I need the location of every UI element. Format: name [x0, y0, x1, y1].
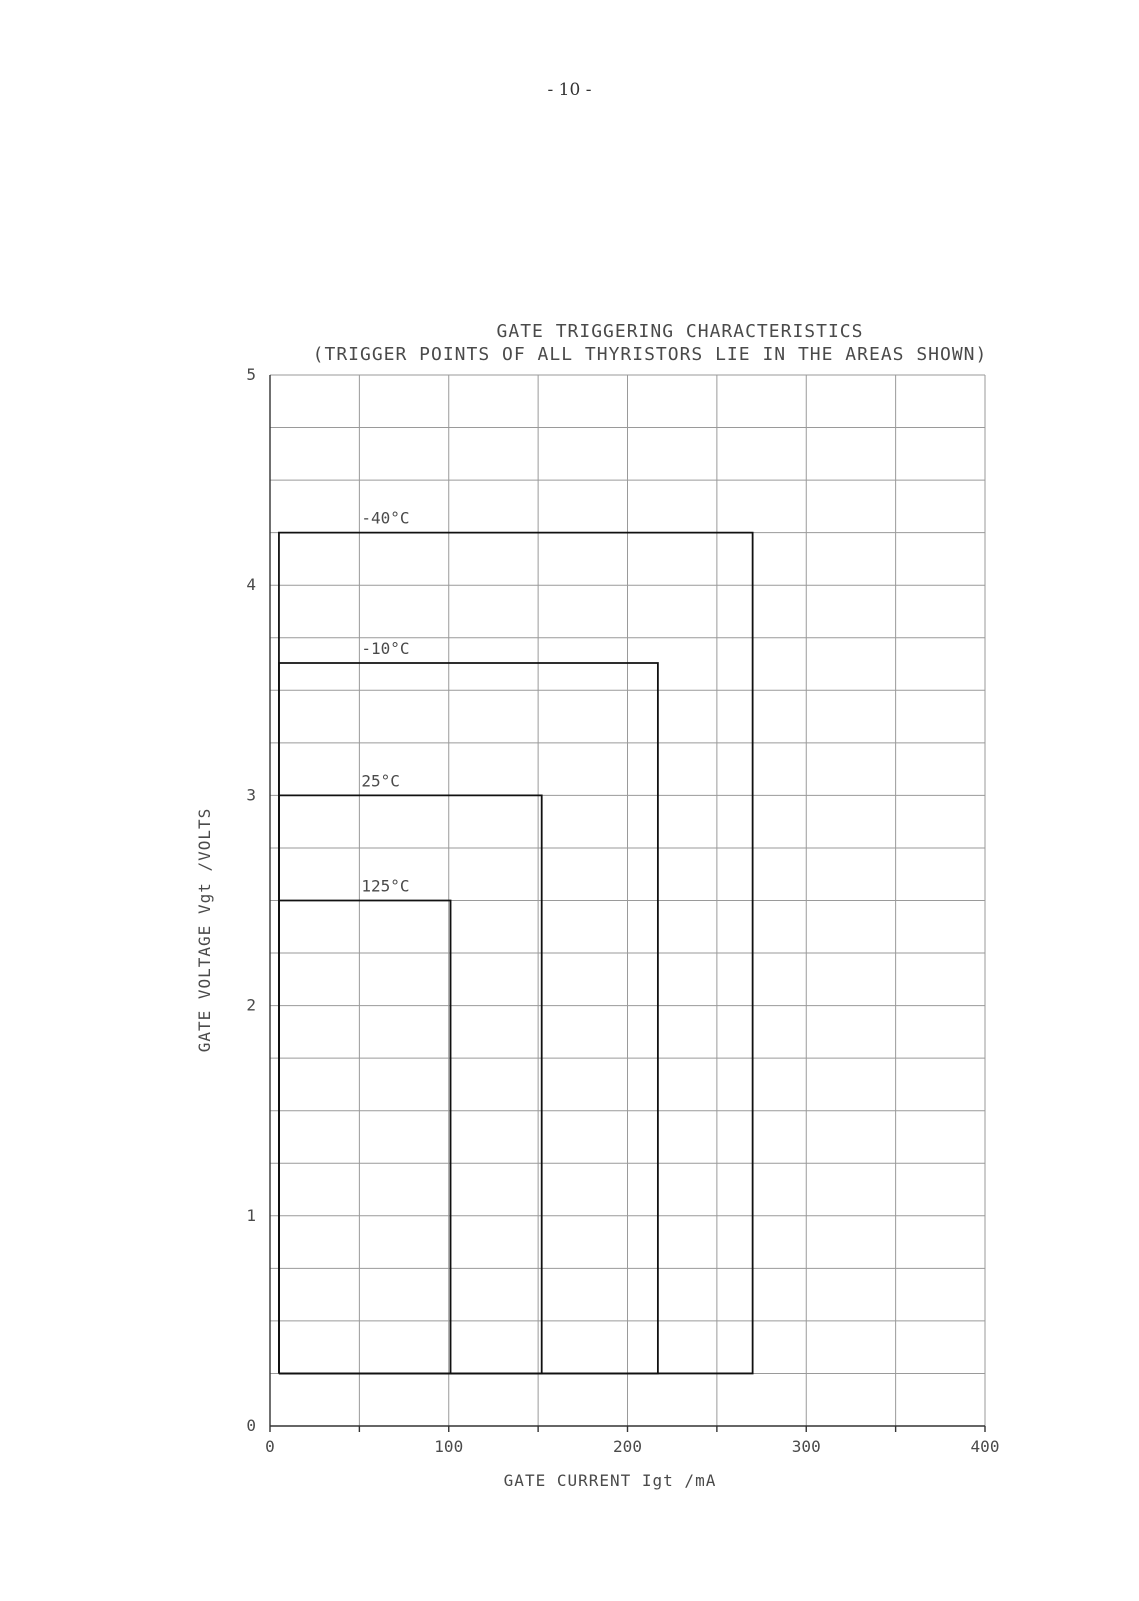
page-number: - 10 -	[547, 80, 592, 100]
x-axis-label: GATE CURRENT Igt /mA	[503, 1471, 717, 1490]
x-tick-label: 300	[791, 1437, 821, 1456]
y-tick-label: 0	[246, 1416, 256, 1435]
region-label-3: 125°C	[361, 876, 410, 896]
region-label-0: -40°C	[361, 508, 410, 528]
trigger-region-boundary-2	[279, 795, 542, 1373]
x-tick-label: 200	[613, 1437, 642, 1456]
region-label-1: -10°C	[361, 638, 410, 658]
y-tick-label: 4	[246, 575, 256, 595]
chart-title: GATE TRIGGERING CHARACTERISTICS	[496, 321, 864, 342]
x-tick-label: 100	[434, 1437, 464, 1456]
y-tick-label: 1	[246, 1205, 256, 1225]
y-axis-label: GATE VOLTAGE Vgt /VOLTS	[195, 807, 214, 1053]
y-tick-label: 5	[246, 365, 256, 384]
trigger-region-boundary-1	[279, 663, 658, 1373]
trigger-region-boundary-3	[279, 901, 451, 1374]
y-tick-label: 3	[246, 785, 256, 805]
x-tick-labels	[265, 1437, 999, 1456]
y-tick-labels	[246, 365, 256, 1435]
x-tick-label: 0	[265, 1437, 275, 1456]
trigger-regions	[279, 509, 753, 1374]
region-label-2: 25°C	[361, 771, 400, 791]
chart-subtitle: (TRIGGER POINTS OF ALL THYRISTORS LIE IN THE AREAS SHOWN)	[312, 344, 988, 365]
y-tick-label: 2	[246, 995, 256, 1015]
x-tick-label: 400	[970, 1437, 1000, 1456]
